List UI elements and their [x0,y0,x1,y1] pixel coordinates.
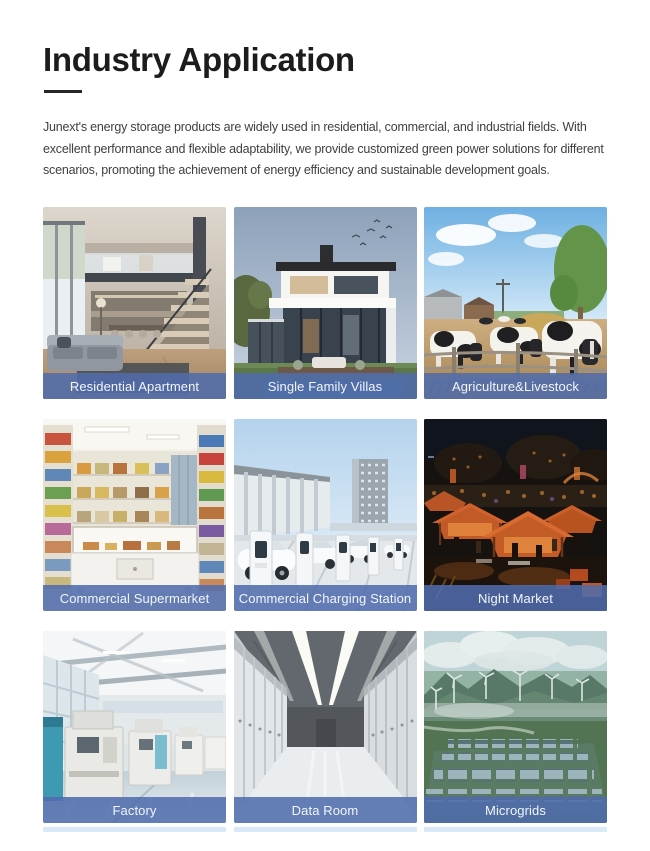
card-caption-label: Factory [112,802,157,818]
page-title: Industry Application [43,41,355,78]
card-caption-label: Single Family Villas [267,378,383,394]
photo-residential-apartment [43,207,226,399]
photo-night-market [424,419,607,611]
card-agriculture-livestock[interactable] [424,207,607,399]
photo-data-room [234,631,417,823]
next-row-preview-strip [424,827,607,832]
card-factory[interactable] [43,631,226,823]
photo-commercial-supermarket [43,419,226,611]
card-caption-label: Commercial Charging Station [238,590,412,606]
card-caption [234,585,417,611]
photo-single-family-villas [234,207,417,399]
industry-card-grid [43,207,608,823]
card-caption [424,585,607,611]
next-row-preview [0,823,650,832]
card-single-family-villas[interactable] [234,207,417,399]
card-caption-label: Night Market [478,590,553,606]
card-caption [234,373,417,399]
card-caption [424,797,607,823]
card-caption-label: Residential Apartment [69,378,200,394]
next-row-preview-strip [234,827,417,832]
card-commercial-supermarket[interactable] [43,419,226,611]
card-caption-label: Microgrids [485,802,546,818]
card-data-room[interactable] [234,631,417,823]
card-night-market[interactable] [424,419,607,611]
section-description: Junext's energy storage products are widely used in residential, commercial, and industrial fields. With excellent performance and flexible adaptability, we provide customized green power solutions for different scenarios, promoting the achievement of energy efficiency and sustainable development goals. [43,120,604,177]
title-underline [44,90,82,93]
card-caption [43,585,226,611]
card-caption-label: Data Room [291,802,359,818]
card-caption [234,797,417,823]
card-caption-label: Commercial Supermarket [59,590,210,606]
card-caption-label: Agriculture&Livestock [451,378,580,394]
card-caption [424,373,607,399]
next-row-preview-strip [43,827,226,832]
card-residential-apartment[interactable] [43,207,226,399]
card-commercial-charging-station[interactable] [234,419,417,611]
card-caption [43,373,226,399]
photo-agriculture-livestock [424,207,607,399]
card-microgrids[interactable] [424,631,607,823]
photo-factory [43,631,226,823]
photo-microgrids [424,631,607,823]
card-caption [43,797,226,823]
photo-commercial-charging-station [234,419,417,611]
